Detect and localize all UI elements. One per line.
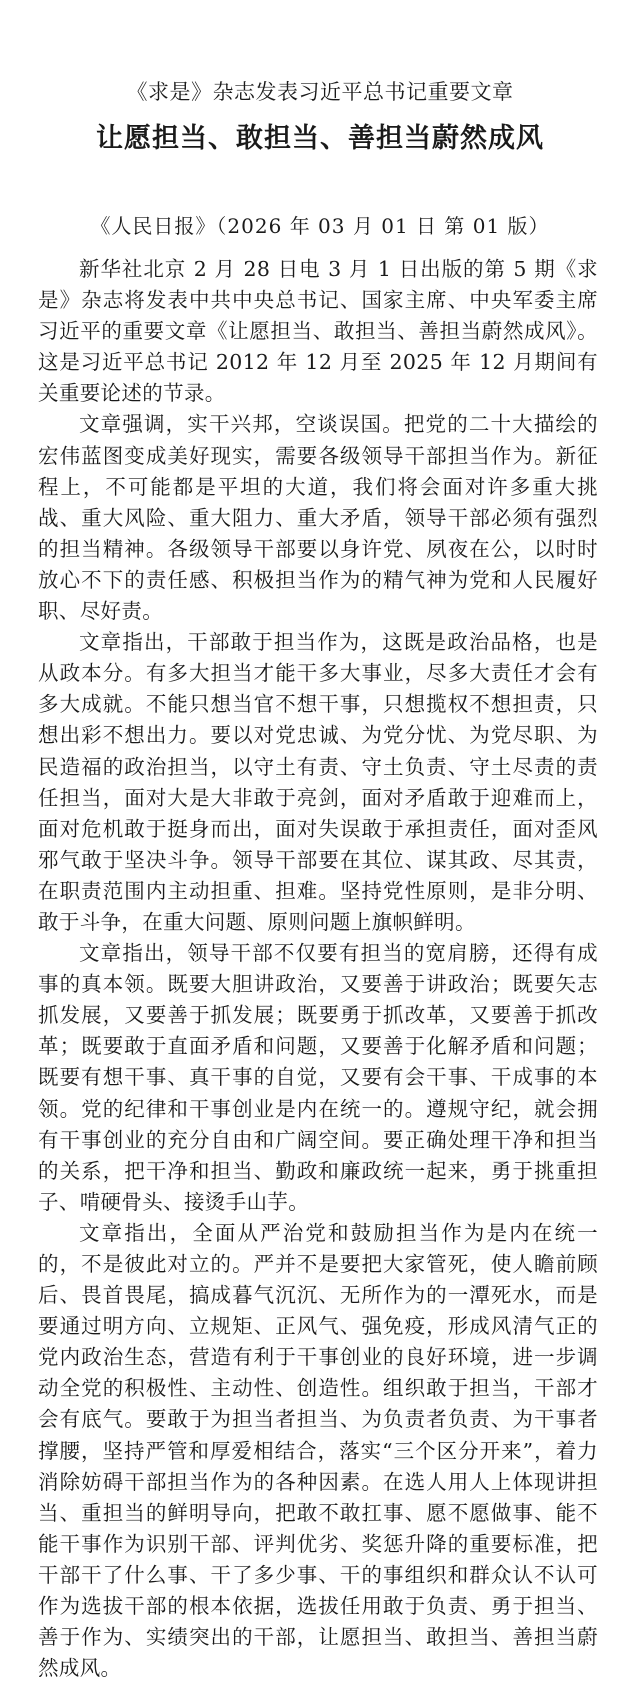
article-paragraph: 文章指出，领导干部不仅要有担当的宽肩膀，还得有成事的真本领。既要大胆讲政治，又要善于讲政治；既要矢志抓发展，又要善于抓发展；既要勇于抓改革，又要善于抓改革；既要敢于直面矛盾和问题，又要善于化解矛盾和问题；既要有想干事、真干事的自觉，又要有会干事、干成事的本领。党的纪律和干事创业是内在统一的。遵规守纪，就会拥有干事创业的充分自由和广阔空间。要正确处理干净和担当的关系，把干净和担当、勤政和廉政统一起来，勇于挑重担子、啃硬骨头、接烫手山芋。 [38,941,598,1214]
article-title: 让愿担当、敢担当、善担当蔚然成风 [96,123,544,154]
article-paragraph: 文章强调，实干兴邦，空谈误国。把党的二十大描绘的宏伟蓝图变成美好现实，需要各级领导干部担当作为。新征程上，不可能都是平坦的大道，我们将会面对许多重大挑战、重大风险、重大阻力、重大矛盾，领导干部必须有强烈的担当精神。各级领导干部要以身许党、夙夜在公，以时时放心不下的责任感、积极担当作为的精气神为党和人民履好职、尽好责。 [38,412,598,624]
article-subtitle: 《求是》杂志发表习近平总书记重要文章 [126,80,514,104]
article-paragraph: 文章指出，全面从严治党和鼓励担当作为是内在统一的，不是彼此对立的。严并不是要把大家管死，使人瞻前顾后、畏首畏尾，搞成暮气沉沉、无所作为的一潭死水，而是要通过明方向、立规矩、正风气、强免疫，形成风清气正的党内政治生态，营造有利于干事创业的良好环境，进一步调动全党的积极性、主动性、创造性。组织敢于担当，干部才会有底气。要敢于为担当者担当、为负责者负责、为干事者撑腰，坚持严管和厚爱相结合，落实“三个区分开来”，着力消除妨碍干部担当作为的各种因素。在选人用人上体现讲担当、重担当的鲜明导向，把敢不敢扛事、愿不愿做事、能不能干事作为识别干部、评判优劣、奖惩升降的重要标准，把干部干了什么事、干了多少事、干的事组织和群众认不认可作为选拔干部的根本依据，选拔任用敢于负责、勇于担当、善于作为、实绩突出的干部，让愿担当、敢担当、善担当蔚然成风。 [38,1220,598,1681]
article-paragraph: 文章指出，干部敢于担当作为，这既是政治品格，也是从政本分。有多大担当才能干多大事业，尽多大责任才会有多大成就。不能只想当官不想干事，只想揽权不想担责，只想出彩不想出力。要以对党忠诚、为党分忧、为党尽职、为民造福的政治担当，以守土有责、守土负责、守土尽责的责任担当，面对大是大非敢于亮剑，面对矛盾敢于迎难而上，面对危机敢于挺身而出，面对失误敢于承担责任，面对歪风邪气敢于坚决斗争。领导干部要在其位、谋其政、尽其责，在职责范围内主动担重、担难。坚持党性原则，是非分明、敢于斗争，在重大问题、原则问题上旗帜鲜明。 [38,630,598,934]
article-source-line: 《人民日报》（2026 年 03 月 01 日 第 01 版） [90,214,550,238]
article-body [38,254,598,1684]
article-paragraph: 新华社北京 2 月 28 日电 3 月 1 日出版的第 5 期《求是》杂志将发表中共中央总书记、国家主席、中央军委主席习近平的重要文章《让愿担当、敢担当、善担当蔚然成风》。这是习近平总书记 2012 年 12 月至 2025 年 12 月期间有关重要论述的节录。 [38,257,598,406]
